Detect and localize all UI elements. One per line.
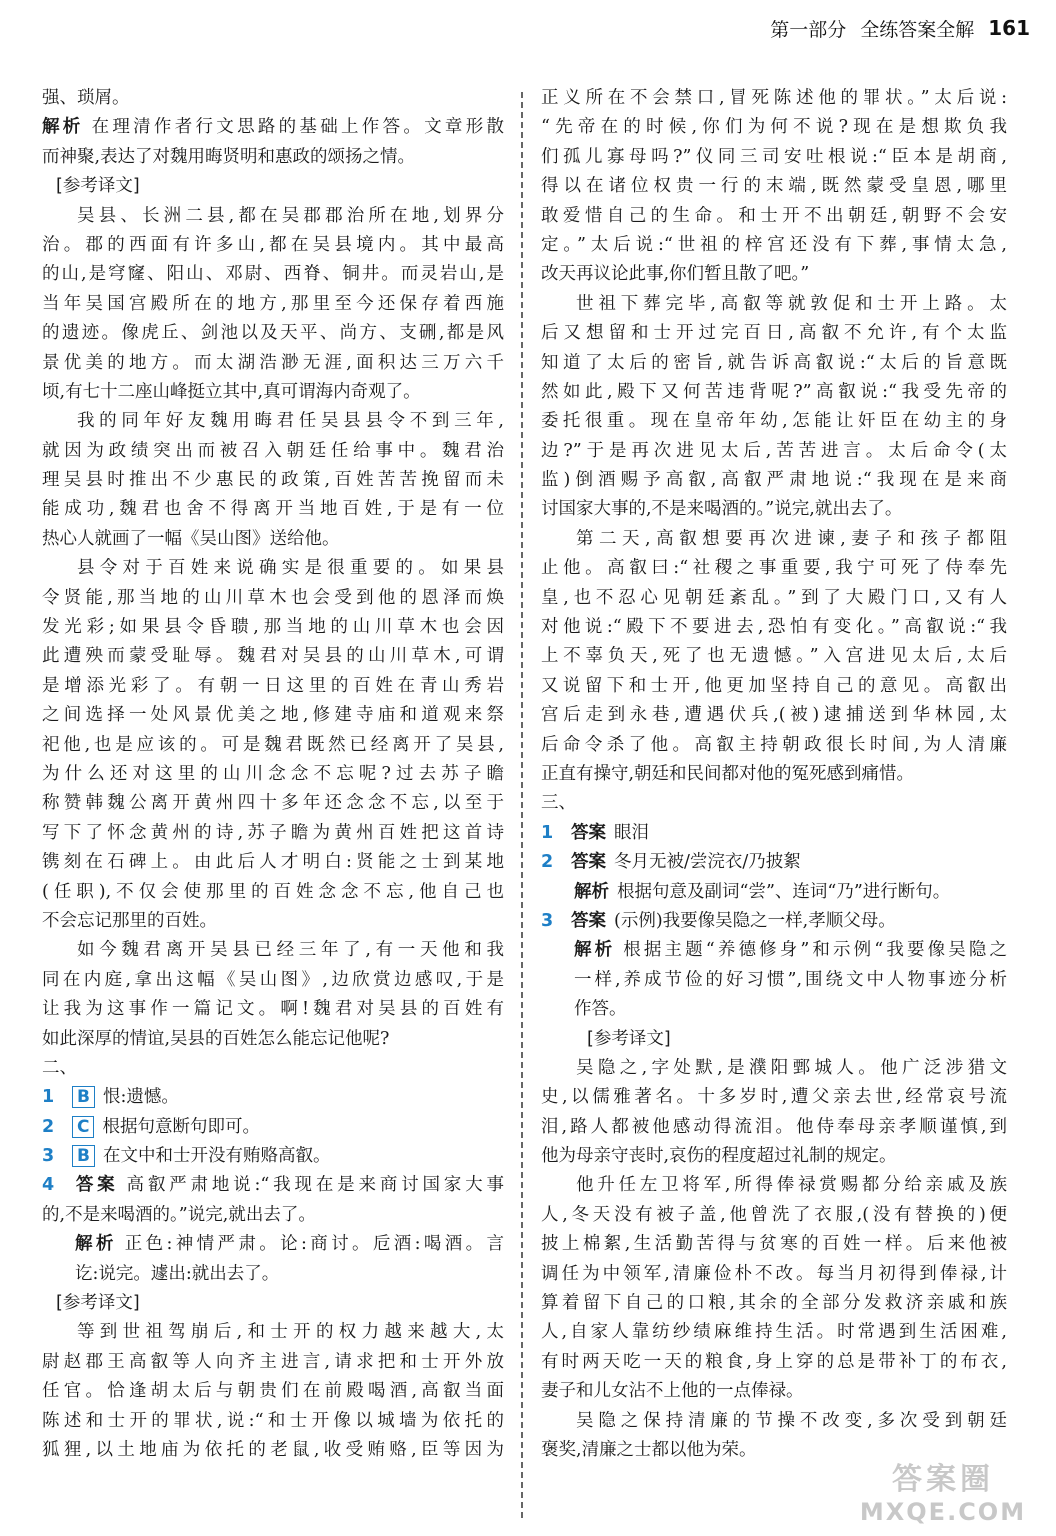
text-line: 的山,是穹窿、阳山、邓尉、西脊、铜井。而灵岩山,是 bbox=[42, 264, 504, 285]
question-number: 3 bbox=[541, 910, 554, 931]
answer-label: 答案 bbox=[571, 852, 606, 873]
paragraph bbox=[42, 1318, 504, 1465]
paragraph bbox=[541, 1171, 1007, 1406]
reference-translation-heading: [参考译文] bbox=[587, 1028, 671, 1049]
text-line: 如今魏君离开吴县已经三年了,有一天他和我 bbox=[77, 940, 504, 961]
text-line: 妻子和儿女沾不上他的一点俸禄。 bbox=[541, 1381, 804, 1402]
text-line: 我的同年好友魏用晦君任吴县县令不到三年, bbox=[77, 411, 504, 432]
analysis-text: 根据句意及副词“尝”、连词“乃”进行断句。 bbox=[617, 881, 951, 902]
answer-text: 眼泪 bbox=[614, 822, 649, 843]
question-number: 1 bbox=[42, 1087, 55, 1108]
paragraph bbox=[541, 525, 1007, 790]
text-line: 委托很重。现在皇帝年幼,怎能让奸臣在幼主的身 bbox=[541, 411, 1007, 432]
answer-label: 答案 bbox=[571, 822, 606, 843]
question-number: 4 bbox=[42, 1175, 55, 1196]
paragraph bbox=[42, 202, 504, 408]
text-line: 治。郡的西面有许多山,都在吴县境内。其中最高 bbox=[42, 234, 504, 255]
text-line: 就因为政绩突出而被召入朝廷任给事中。魏君治 bbox=[42, 440, 504, 461]
answer-item bbox=[42, 1142, 504, 1171]
text-line: 边?”于是再次进见太后,苦苦进言。太后命令(太 bbox=[541, 440, 1007, 461]
text-line: 们孤儿寡母吗?”仪同三司安吐根说:“臣本是胡商, bbox=[541, 146, 1007, 167]
analysis-label: 解析 bbox=[75, 1234, 117, 1255]
question-number: 1 bbox=[541, 822, 554, 843]
answer-item bbox=[541, 848, 1007, 877]
text-line: 第二天,高叡想要再次进谏,妻子和孩子都阻 bbox=[576, 528, 1007, 549]
text-line: 正义所在不会禁口,冒死陈述他的罪状。”太后说: bbox=[541, 88, 1007, 108]
analysis-text: 而神聚,表达了对魏用晦贤明和惠政的颂扬之情。 bbox=[42, 146, 416, 167]
text-line: 当年吴国宫殿所在的地方,那里至今还保存着西施 bbox=[42, 293, 504, 314]
left-column bbox=[42, 84, 504, 1465]
text-line: 之间选择一处风景优美之地,修建寺庙和道观来祭 bbox=[42, 705, 504, 726]
analysis-text: 根据主题“养德修身”和示例“我要像吴隐之 bbox=[623, 940, 1008, 961]
text-line: 吴隐之保持清廉的节操不改变,多次受到朝廷 bbox=[576, 1410, 1007, 1431]
answer-choice-box: B bbox=[72, 1086, 95, 1108]
paragraph bbox=[42, 407, 504, 554]
section-label: 第一部分 bbox=[770, 18, 847, 41]
text-line: 同在内庭,拿出这幅《吴山图》,边欣赏边感叹,于是 bbox=[42, 969, 504, 990]
text-line: 能成功,魏君也舍不得离开当地百姓,于是有一位 bbox=[42, 499, 504, 520]
text-line: 得以在诸位权贵一行的末端,既然蒙受皇恩,哪里 bbox=[541, 176, 1007, 197]
text-line: 止他。高叡曰:“社稷之事重要,我宁可死了侍奉先 bbox=[541, 558, 1007, 579]
answer-label: 答案 bbox=[571, 910, 606, 931]
text-line: 皇,也不忍心见朝廷紊乱。”到了大殿门口,又有人 bbox=[541, 587, 1007, 608]
analysis-text: 讫:说完。遽出:就出去了。 bbox=[75, 1263, 280, 1284]
text-line: 写下了怀念黄州的诗,苏子瞻为黄州百姓把这首诗 bbox=[42, 822, 504, 843]
text-line: 镌刻在石碑上。由此后人才明白:贤能之士到某地 bbox=[42, 852, 504, 873]
text-line: 的遗迹。像虎丘、剑池以及天平、尚方、支硎,都是风 bbox=[42, 323, 504, 344]
answer-text: 的,不是来喝酒的。”说完,就出去了。 bbox=[42, 1204, 316, 1225]
text-line: 宫后走到永巷,遭遇伏兵,(被)逮捕送到华林园,太 bbox=[541, 705, 1007, 726]
answer-item bbox=[42, 1171, 504, 1200]
analysis-text: 作答。 bbox=[574, 999, 627, 1020]
section-heading: 二、 bbox=[42, 1057, 77, 1078]
text-line: 为什么还对这里的山川念念不忘呢?过去苏子瞻 bbox=[42, 763, 504, 784]
text-line: 史,以儒雅著名。十多岁时,遭父亲去世,经常哀号流 bbox=[541, 1087, 1007, 1108]
text-line: 景优美的地方。而太湖浩渺无涯,面积达三万六千 bbox=[42, 352, 504, 373]
text-line: 披上棉絮,生活勤苦得与贫寒的百姓一样。后来他被 bbox=[541, 1234, 1007, 1255]
question-number: 3 bbox=[42, 1146, 55, 1167]
analysis-text: 在理清作者行文思路的基础上作答。文章形散 bbox=[91, 117, 505, 138]
section-heading: 三、 bbox=[541, 793, 576, 814]
text-line: 对他说:“殿下不要进去,恐怕有变化。”高叡说:“我 bbox=[541, 617, 1007, 638]
answer-item bbox=[541, 819, 1007, 848]
analysis-label: 解析 bbox=[574, 940, 616, 961]
text-line: 讨国家大事的,不是来喝酒的。”说完,就出去了。 bbox=[541, 499, 903, 520]
text-line: 不会忘记那里的百姓。 bbox=[42, 910, 217, 931]
answer-text: (示例)我要像吴隐之一样,孝顺父母。 bbox=[614, 910, 896, 931]
text-line: 如此深厚的情谊,吴县的百姓怎么能忘记他呢? bbox=[42, 1028, 390, 1049]
text-line: 陈述和士开的罪状,说:“和士开像以城墙为依托的 bbox=[42, 1410, 504, 1431]
paragraph bbox=[42, 936, 504, 1054]
answer-choice-box: B bbox=[72, 1145, 95, 1167]
answer-text: 高叡严肃地说:“我现在是来商讨国家大事 bbox=[126, 1175, 504, 1196]
text-line: 泪,路人都被他感动得流泪。他侍奉母亲孝顺谨慎,到 bbox=[541, 1116, 1007, 1137]
question-number: 2 bbox=[42, 1116, 55, 1137]
text-line: 是增添光彩了。有朝一日这里的百姓在青山秀岩 bbox=[42, 675, 504, 696]
analysis-label: 解析 bbox=[42, 117, 84, 138]
reference-translation-heading: [参考译文] bbox=[56, 176, 140, 197]
text-line: 又说留下和士开,他更加坚持自己的意见。高叡出 bbox=[541, 675, 1007, 696]
text-line: 人,冬天没有被子盖,他曾洗了衣服,(没有替换的)便 bbox=[541, 1204, 1007, 1225]
text-line: 褒奖,清廉之士都以他为荣。 bbox=[541, 1439, 757, 1460]
reference-translation-heading: [参考译文] bbox=[56, 1293, 140, 1314]
text-line: 县令对于百姓来说确实是很重要的。如果县 bbox=[77, 558, 504, 579]
text-line: 后又想留和士开过完百日,高叡不允许,有个太监 bbox=[541, 323, 1007, 344]
text-line: 任官。恰逢胡太后与朝贵们在前殿喝酒,高叡当面 bbox=[42, 1381, 504, 1402]
question-number: 2 bbox=[541, 852, 554, 873]
text-line: 然如此,殿下又何苦违背呢?”高叡说:“我受先帝的 bbox=[541, 381, 1007, 402]
text-line: 祀他,也是应该的。可是魏君既然已经离开了吴县, bbox=[42, 734, 504, 755]
watermark-text: 答案圈 bbox=[892, 1462, 994, 1497]
page-number: 161 bbox=[988, 16, 1030, 40]
book-title: 全练答案全解 bbox=[860, 18, 975, 41]
paragraph bbox=[42, 554, 504, 936]
text-line: 令贤能,那当地的山川草木也会受到他的恩泽而焕 bbox=[42, 587, 504, 608]
text-line: 称赞韩魏公离开黄州四十多年还念念不忘,以至于 bbox=[42, 793, 504, 814]
text-line: 让我为这事作一篇记文。啊!魏君对吴县的百姓有 bbox=[42, 999, 504, 1020]
text-line: 知道了太后的密旨,就告诉高叡说:“太后的旨意既 bbox=[541, 352, 1007, 373]
right-column bbox=[541, 84, 1007, 1465]
text-line: 等到世祖驾崩后,和士开的权力越来越大,太 bbox=[77, 1322, 504, 1343]
answer-choice-box: C bbox=[72, 1116, 94, 1138]
paragraph bbox=[541, 1054, 1007, 1172]
column-divider bbox=[521, 92, 523, 1518]
text-line: 正直有操守,朝廷和民间都对他的冤死感到痛惜。 bbox=[541, 763, 915, 784]
text-line: 监)倒酒赐予高叡,高叡严肃地说:“我现在是来商 bbox=[541, 470, 1007, 491]
text-line: 有时两天吃一天的粮食,身上穿的总是带补丁的布衣, bbox=[541, 1351, 1007, 1372]
text-line: 吴隐之,字处默,是濮阳鄄城人。他广泛涉猎文 bbox=[576, 1057, 1007, 1078]
answer-text: 根据句意断句即可。 bbox=[102, 1116, 260, 1137]
answer-item bbox=[42, 1083, 504, 1112]
text-line: “先帝在的时候,你们为何不说?现在是想欺负我 bbox=[541, 117, 1007, 138]
text-line: 他升任左卫将军,所得俸禄赏赐都分给亲戚及族 bbox=[576, 1175, 1007, 1196]
text-line: (任职),不仅会使那里的百姓念念不忘,他自己也 bbox=[42, 881, 504, 902]
text-line: 敢爱惜自己的生命。和士开不出朝廷,朝野不会安 bbox=[541, 205, 1007, 226]
text-line: 顷,有七十二座山峰挺立其中,真可谓海内奇观了。 bbox=[42, 381, 421, 402]
text-line: 世祖下葬完毕,高叡等就敦促和士开上路。太 bbox=[576, 293, 1007, 314]
text-line: 他为母亲守丧时,哀伤的程度超过礼制的规定。 bbox=[541, 1146, 897, 1167]
text-line: 强、琐屑。 bbox=[42, 88, 130, 108]
text-line: 算着留下自己的口粮,其余的全部分发救济亲戚和族 bbox=[541, 1293, 1007, 1314]
text-line: 调任为中领军,清廉俭朴不改。每当月初得到俸禄,计 bbox=[541, 1263, 1007, 1284]
answer-item bbox=[42, 1113, 504, 1142]
page-header bbox=[770, 6, 1030, 50]
answer-text: 冬月无被/尝浣衣/乃披絮 bbox=[614, 852, 801, 873]
text-line: 理吴县时推出不少惠民的政策,百姓苦苦挽留而未 bbox=[42, 470, 504, 491]
answer-text: 在文中和士开没有贿赂高叡。 bbox=[102, 1146, 331, 1167]
analysis-text: 正色:神情严肃。论:商讨。卮酒:喝酒。言 bbox=[124, 1234, 505, 1255]
text-line: 尉赵郡王高叡等人向齐主进言,请求把和士开外放 bbox=[42, 1351, 504, 1372]
watermark-url: MXQE.COM bbox=[859, 1498, 1027, 1526]
paragraph bbox=[541, 84, 1007, 290]
watermark-logo bbox=[848, 1454, 1038, 1524]
text-line: 热心人就画了一幅《吴山图》送给他。 bbox=[42, 528, 340, 549]
text-line: 此遭殃而蒙受耻辱。魏君对吴县的山川草木,可谓 bbox=[42, 646, 504, 667]
text-line: 发光彩;如果县令昏聩,那当地的山川草木也会因 bbox=[42, 617, 504, 638]
answer-item bbox=[541, 907, 1007, 936]
analysis-text: 一样,养成节俭的好习惯”,围绕文中人物事迹分析 bbox=[574, 969, 1007, 990]
answer-label: 答案 bbox=[72, 1175, 119, 1196]
text-line: 改天再议论此事,你们暂且散了吧。” bbox=[541, 264, 810, 285]
text-line: 狐狸,以土地庙为依托的老鼠,收受贿赂,臣等因为 bbox=[42, 1439, 504, 1460]
text-line: 后命令杀了他。高叡主持朝政很长时间,为人清廉 bbox=[541, 734, 1007, 755]
paragraph bbox=[541, 290, 1007, 525]
text-line: 上不辜负天,死了也无遗憾。”入宫进见太后,太后 bbox=[541, 646, 1007, 667]
analysis-label: 解析 bbox=[574, 881, 609, 902]
answer-text: 恨:遗憾。 bbox=[102, 1087, 179, 1108]
text-line: 人,自家人靠纺纱绩麻维持生活。时常遇到生活困难, bbox=[541, 1322, 1007, 1343]
text-line: 定。”太后说:“世祖的梓宫还没有下葬,事情太急, bbox=[541, 234, 1007, 255]
text-line: 吴县、长洲二县,都在吴郡郡治所在地,划界分 bbox=[77, 205, 504, 226]
